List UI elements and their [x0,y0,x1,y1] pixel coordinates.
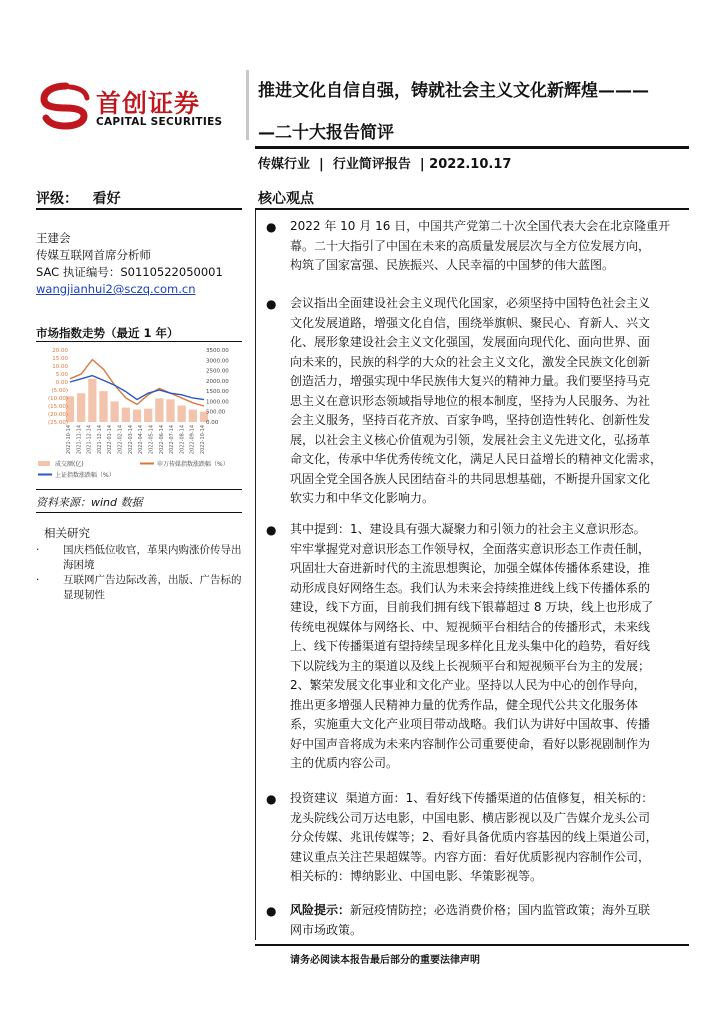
related-bullet: · [36,574,40,586]
paragraph-line: 软实力和中华文化影响力。 [290,491,435,505]
logo-mark-icon [40,82,92,130]
legal-footer: 请务必阅读本报告最后部分的重要法律声明 [290,955,480,966]
source-rule [36,489,242,490]
paragraph-line: 推出更多增强人民精神力量的优秀作品，健全现代公共文化服务体 [290,697,639,712]
chart-left-tick-label: (10.00) [47,396,68,402]
core-views-title: 核心观点 [258,191,314,207]
analyst-email-link[interactable]: wangjianhui2@sczq.com.cn [36,282,196,296]
paragraph-line: 幕。二十大指引了中国在未来的高质量发展层次与全方位发展方向， [290,238,651,253]
chart-right-tick-label: 1500.00 [206,389,229,396]
chart-left-tick-label: 5.00 [55,372,68,378]
chart-x-tick-label: 2022-10-14 [200,425,206,455]
chart-x-tick-label: 2021-12-14 [96,425,103,455]
chart-x-tick-label: 2021-10-14 [66,425,72,455]
chart-x-tick-label: 2022-01-14 [107,425,114,455]
analyst-info [36,230,223,298]
chart-bar [133,410,141,422]
chart-left-tick-label: (15.00) [47,404,68,410]
chart-x-tick-label: 2021-12-14 [86,425,93,455]
paragraph-line: 牢牢掌握党对意识形态工作领导权，全面落实意识形态工作责任制， [290,541,651,556]
paragraph-line: 向未来的，民族的科学的大众的社会主义文化，激发全民族文化创新 [290,354,651,369]
legend-label: 成交额(亿) [55,461,84,468]
bullet-icon: ● [266,523,277,537]
paragraph-line: 其中提到：1、建设具有强大凝聚力和引领力的社会主义意识形态。 [290,522,646,536]
chart-bar [178,406,186,422]
related-item[interactable] [36,543,242,573]
paragraph-line: 建设，线下方面，目前我们拥有线下银幕超过 8 万块，线上也形成了 [290,600,654,614]
bullet-icon: ● [266,792,277,806]
core-paragraph-2 [290,294,688,509]
legend-swatch [38,461,50,466]
chart-bar [122,408,130,422]
paragraph-line: 分众传媒、兆讯传媒等；2、看好具备优质内容基因的线上渠道公司， [290,830,658,844]
paragraph-line: 创造活力，增强实现中华民族伟大复兴的精神力量。我们要坚持马克 [290,374,651,388]
chart-right-tick-label: 2500.00 [206,368,229,375]
report-title-line2: —二十大报告简评 [258,123,394,143]
core-paragraph-5 [290,901,688,940]
bullet-icon: ● [266,220,277,234]
paragraph-line: 上、线下传播渠道有望持续呈现多样化且龙头集中化的趋势，看好线 [290,639,651,653]
chart-bar [111,401,119,422]
paragraph-line: 主的优质内容公司。 [290,756,399,770]
paragraph-line: 相关标的：博纳影业、中国电影、华策影视等。 [290,869,543,883]
chart-right-tick-label: 1000.00 [206,399,229,406]
footer-rule [255,944,689,946]
chart-bar [88,379,96,422]
chart-x-tick-label: 2022-02-14 [117,425,124,455]
paragraph-line: 传统电视媒体与网络长、中、短视频平台相结合的传播形式，未来线 [290,619,651,634]
paragraph-line: 巩固壮大奋进新时代的主流思想舆论，加强全媒体传播体系建设，推 [290,561,651,575]
chart-right-tick-label: 2000.00 [206,378,229,385]
paragraph-line: 思主义在意识形态领域指导地位的根本制度，坚持为人民服务、为社 [290,393,651,408]
chart-left-tick-label: 10.00 [52,364,68,370]
market-index-chart [36,344,242,484]
chart-right-tick-label: 0.00 [206,420,219,426]
related-rule [36,512,242,513]
paragraph-line: 龙头院线公司万达电影，中国电影、横店影视以及广告媒介龙头公司 [290,810,651,825]
chart-title: 市场指数走势（最近 1 年） [36,326,179,340]
core-paragraph-4 [290,789,688,887]
report-title-line1: 推进文化自信自强，铸就社会主义文化新辉煌——— [258,81,649,101]
chart-bar [166,399,174,422]
logo-text-en: CAPITAL SECURITIES [96,116,223,128]
core-paragraph-1 [290,217,688,276]
chart-title-rule [36,341,242,342]
analyst-sac: SAC 执证编号：S0110522050001 [36,265,223,279]
main-rule [255,208,689,210]
chart-bar [77,393,85,422]
rating: 评级： 看好 [36,191,121,207]
legend-label: 申万传媒指数涨跌幅（%） [157,461,229,468]
paragraph-line: 建议重点关注芒果超媒等。内容方面：看好优质影视内容制作公司， [290,849,651,864]
related-bullet: · [36,544,40,556]
bullet-icon: ● [266,904,277,918]
chart-left-tick-label: (5.00) [51,388,68,394]
paragraph-line: 会议指出全面建设社会主义现代化国家，必须坚持中国特色社会主义 [290,296,651,310]
company-logo [40,80,245,136]
chart-bar [189,410,197,422]
chart-x-tick-label: 2022-05-14 [148,425,155,455]
paragraph-line: 系，实施重大文化产业项目带动战略。我们认为讲好中国故事、传播 [290,717,651,731]
chart-left-tick-label: (20.00) [47,412,68,418]
title-rule [255,146,689,149]
chart-left-tick-label: (25.00) [47,420,68,426]
chart-left-tick-label: 15.00 [52,356,68,362]
chart-left-tick-label: 20.00 [52,348,68,354]
header-divider [246,70,249,140]
bullet-icon: ● [266,297,277,311]
paragraph-line: 命文化，传承中华优秀传统文化，满足人民日益增长的精神文化需求， [290,452,663,466]
paragraph-line: 文化发展道路，增强文化自信，围绕举旗帜、聚民心、育新人、兴文 [290,315,651,330]
chart-x-tick-label: 2022-08-14 [179,425,186,455]
related-research-title: 相关研究 [44,526,90,540]
chart-x-tick-label: 2022-04-14 [138,425,145,455]
core-paragraph-3 [290,520,688,774]
paragraph-line: 投资建议 渠道方面：1、看好线下传播渠道的估值修复，相关标的： [290,791,654,805]
chart-left-tick-label: 0.00 [55,380,68,386]
chart-source: 资料来源：wind 数据 [36,496,143,509]
chart-x-tick-label: 2022-03-14 [127,425,134,455]
paragraph-line: 动形成良好网络生态。我们认为未来会持续推进线上线下传播体系的 [290,580,651,595]
chart-bar [155,398,163,422]
chart-x-tick-label: 2022-09-14 [189,425,196,455]
paragraph-line: 网市场政策。 [290,922,363,937]
chart-right-tick-label: 3500.00 [206,348,229,354]
logo-text-cn: 首创证券 [96,89,201,118]
chart-bar [144,409,152,422]
paragraph-line: 下以院线为主的渠道以及线上长视频平台和短视频平台为主的发展； [290,658,651,673]
analyst-name: 王建会 [36,231,71,245]
risk-lead: 风险提示： [290,903,351,917]
analyst-role: 传媒互联网首席分析师 [36,248,151,262]
legend-label: 上证指数涨跌幅（%） [55,472,115,479]
paragraph-line: 好中国声音将成为未来内容制作公司重要使命，看好以影视剧制作为 [290,736,651,751]
paragraph-line: 新冠疫情防控；必选消费价格；国内监管政策；海外互联 [350,903,651,917]
column-divider [255,210,256,940]
paragraph-line: 2、繁荣发展文化事业和文化产业。坚持以人民为中心的创作导向， [290,678,646,692]
chart-x-tick-label: 2022-06-14 [158,425,165,455]
related-item-text: 国庆档低位收官，革果内购涨价传导出海困境 [63,544,242,571]
chart-right-tick-label: 500.00 [206,409,226,416]
paragraph-line: 展，以社会主义核心价值观为引领，发展社会主义先进文化，弘扬革 [290,432,651,447]
report-meta: 传媒行业 | 行业简评报告 | 2022.10.17 [258,157,512,172]
chart-x-tick-label: 2021-11-14 [76,425,83,455]
chart-x-tick-label: 2022-07-14 [169,425,176,455]
paragraph-line: 巩固全党全国各族人民团结奋斗的共同思想基础，不断提升国家文化 [290,471,651,486]
sidebar-rule [36,208,242,210]
paragraph-line: 会主义服务，坚持百花齐放、百家争鸣，坚持创造性转化、创新性发 [290,413,651,427]
chart-right-tick-label: 3000.00 [206,358,229,365]
paragraph-line: 2022 年 10 月 16 日，中国共产党第二十次全国代表大会在北京隆重开 [290,219,671,233]
paragraph-line: 化、展形象建设社会主义文化强国，发展面向现代化、面向世界、面 [290,335,651,349]
chart-bar [99,391,107,422]
related-item[interactable] [36,573,242,603]
paragraph-line: 构筑了国家富强、民族振兴、人民幸福的中国梦的伟大蓝图。 [290,258,615,272]
related-item-text: 互联网广告边际改善，出版、广告标的显现韧性 [63,574,242,601]
